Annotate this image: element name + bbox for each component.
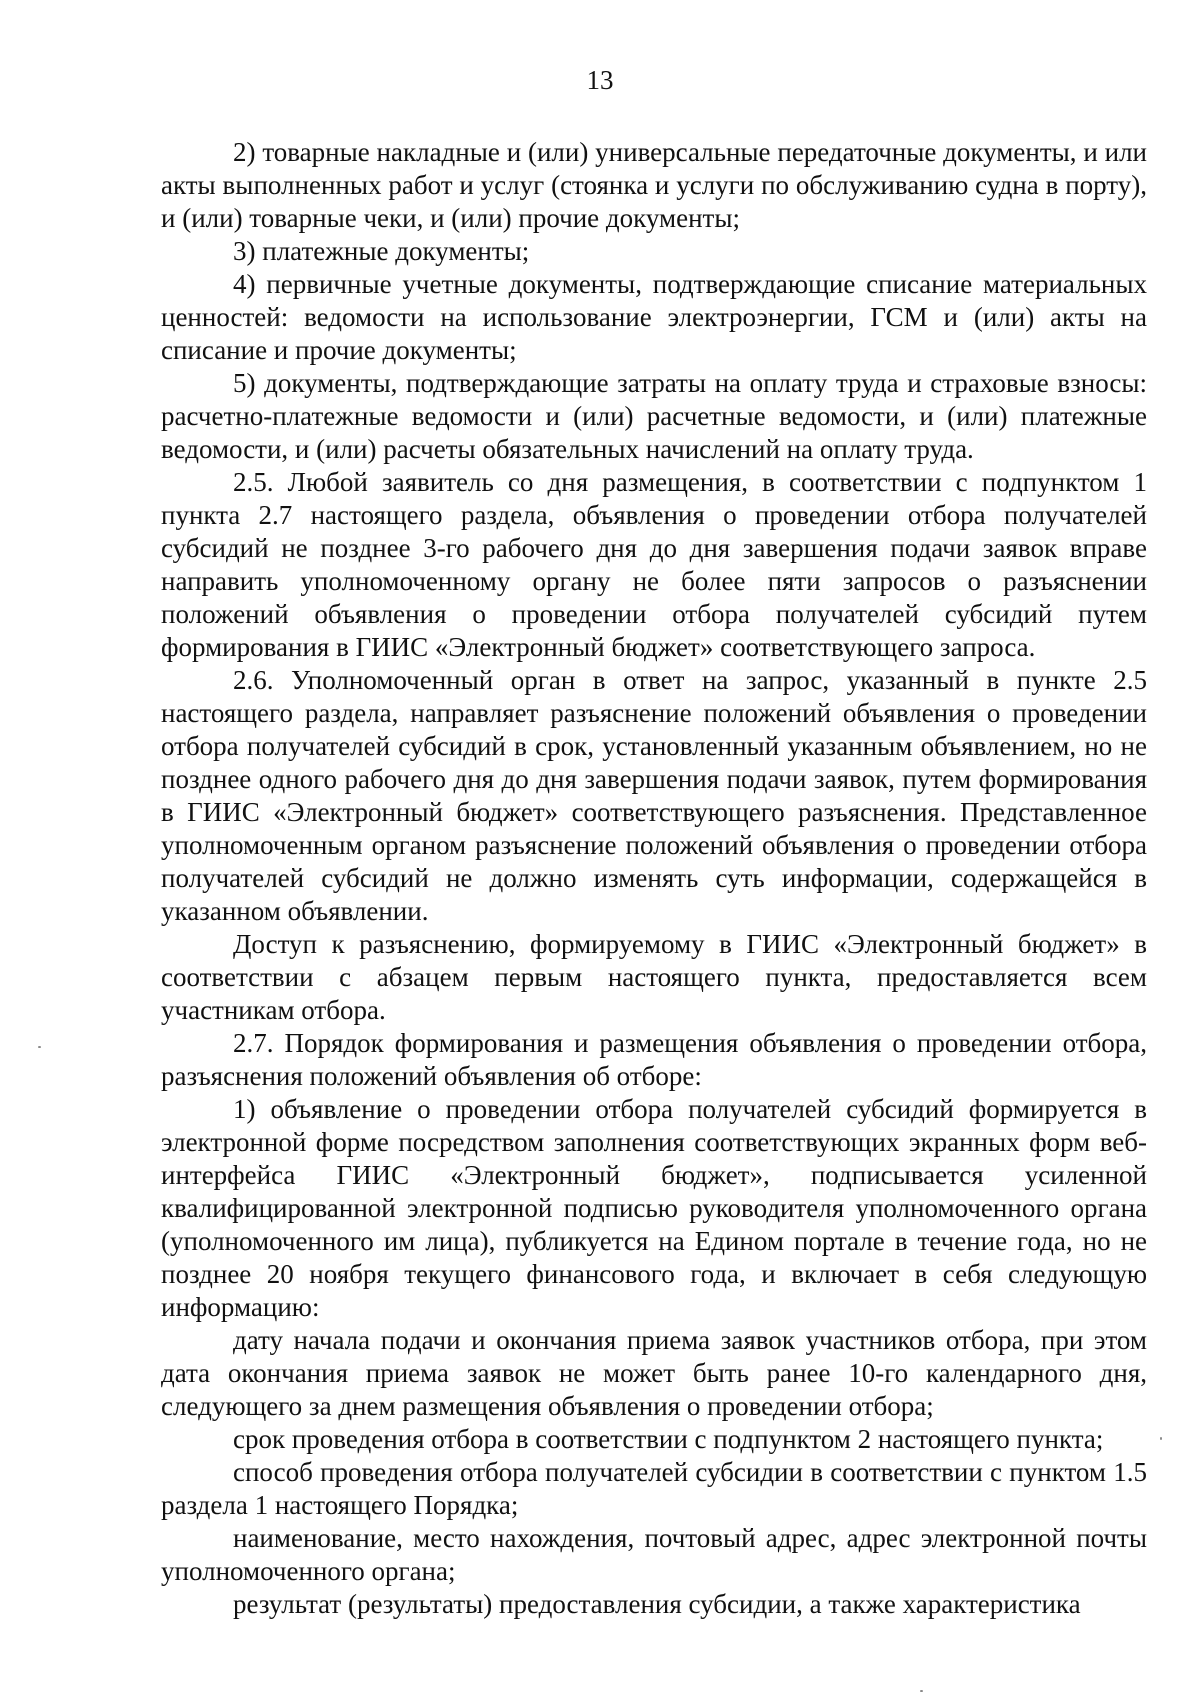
paragraph-results: результат (результаты) предоставления субсидии, а также характеристика xyxy=(233,1589,1081,1619)
scan-speck xyxy=(920,1690,923,1692)
paragraph-2-6: 2.6. Уполномоченный орган в ответ на запрос, указанный в пункте 2.5 настоящего раздела, направляет разъяснение положений объявления о проведении отбора получателей субсидий в срок, установленный указанным объявлением, но не позднее одного рабочего дня до дня завершения подачи заявок, путем формирования в ГИИС «Электронный бюджет» соответствующего разъяснения. Представленное уполномоченным органом разъяснение положений объявления о проведении отбора получателей субсидий не должно изменять суть информации, содержащейся в указанном объявлении. xyxy=(161,665,1147,926)
paragraph-2-7-item-1: 1) объявление о проведении отбора получателей субсидий формируется в электронной форме посредством заполнения соответствующих экранных форм веб-интерфейса ГИИС «Электронный бюджет», подписывается усиленной квалифицированной электронной подписью руководителя уполномоченного органа (уполномоченного им лица), публикуется на Едином портале в течение года, но не позднее 20 ноября текущего финансового года, и включает в себя следующую информацию: xyxy=(161,1094,1147,1322)
paragraph-access-clarification: Доступ к разъяснению, формируемому в ГИИС «Электронный бюджет» в соответствии с абзацем первым настоящего пункта, предоставляется всем участникам отбора. xyxy=(161,929,1147,1025)
page-number: 13 xyxy=(586,65,614,95)
paragraph-selection-term: срок проведения отбора в соответствии с подпунктом 2 настоящего пункта; xyxy=(233,1424,1104,1454)
document-body xyxy=(161,136,1147,1621)
paragraph-2-7: 2.7. Порядок формирования и размещения объявления о проведении отбора, разъяснения положений объявления об отборе: xyxy=(161,1028,1147,1091)
paragraph-item-3-payment-documents: 3) платежные документы; xyxy=(233,236,530,266)
paragraph-organ-contacts: наименование, место нахождения, почтовый адрес, адрес электронной почты уполномоченного органа; xyxy=(161,1523,1147,1586)
paragraph-item-2-invoices: 2) товарные накладные и (или) универсальные передаточные документы, и или акты выполненных работ и услуг (стоянка и услуги по обслуживанию судна в порту), и (или) товарные чеки, и (или) прочие документы; xyxy=(161,137,1147,233)
paragraph-2-5: 2.5. Любой заявитель со дня размещения, в соответствии с подпунктом 1 пункта 2.7 настоящего раздела, объявления о проведении отбора получателей субсидий не позднее 3-го рабочего дня до дня завершения подачи заявок вправе направить уполномоченному органу не более пяти запросов о разъяснении положений объявления о проведении отбора получателей субсидий путем формирования в ГИИС «Электронный бюджет» соответствующего запроса. xyxy=(161,467,1147,662)
paragraph-item-4-primary-documents: 4) первичные учетные документы, подтверждающие списание материальных ценностей: ведомости на использование электроэнергии, ГСМ и (или) акты на списание и прочие документы; xyxy=(161,269,1147,365)
paragraph-selection-method: способ проведения отбора получателей субсидии в соответствии с пунктом 1.5 раздела 1 настоящего Порядка; xyxy=(161,1457,1147,1520)
paragraph-dates: дату начала подачи и окончания приема заявок участников отбора, при этом дата окончания приема заявок не может быть ранее 10-го календарного дня, следующего за днем размещения объявления о проведении отбора; xyxy=(161,1325,1147,1421)
scan-speck xyxy=(1160,1437,1162,1440)
scan-speck xyxy=(38,1046,41,1048)
paragraph-item-5-labor-costs: 5) документы, подтверждающие затраты на оплату труда и страховые взносы: расчетно-платежные ведомости и (или) расчетные ведомости, и (или) платежные ведомости, и (или) расчеты обязательных начислений на оплату труда. xyxy=(161,368,1147,464)
